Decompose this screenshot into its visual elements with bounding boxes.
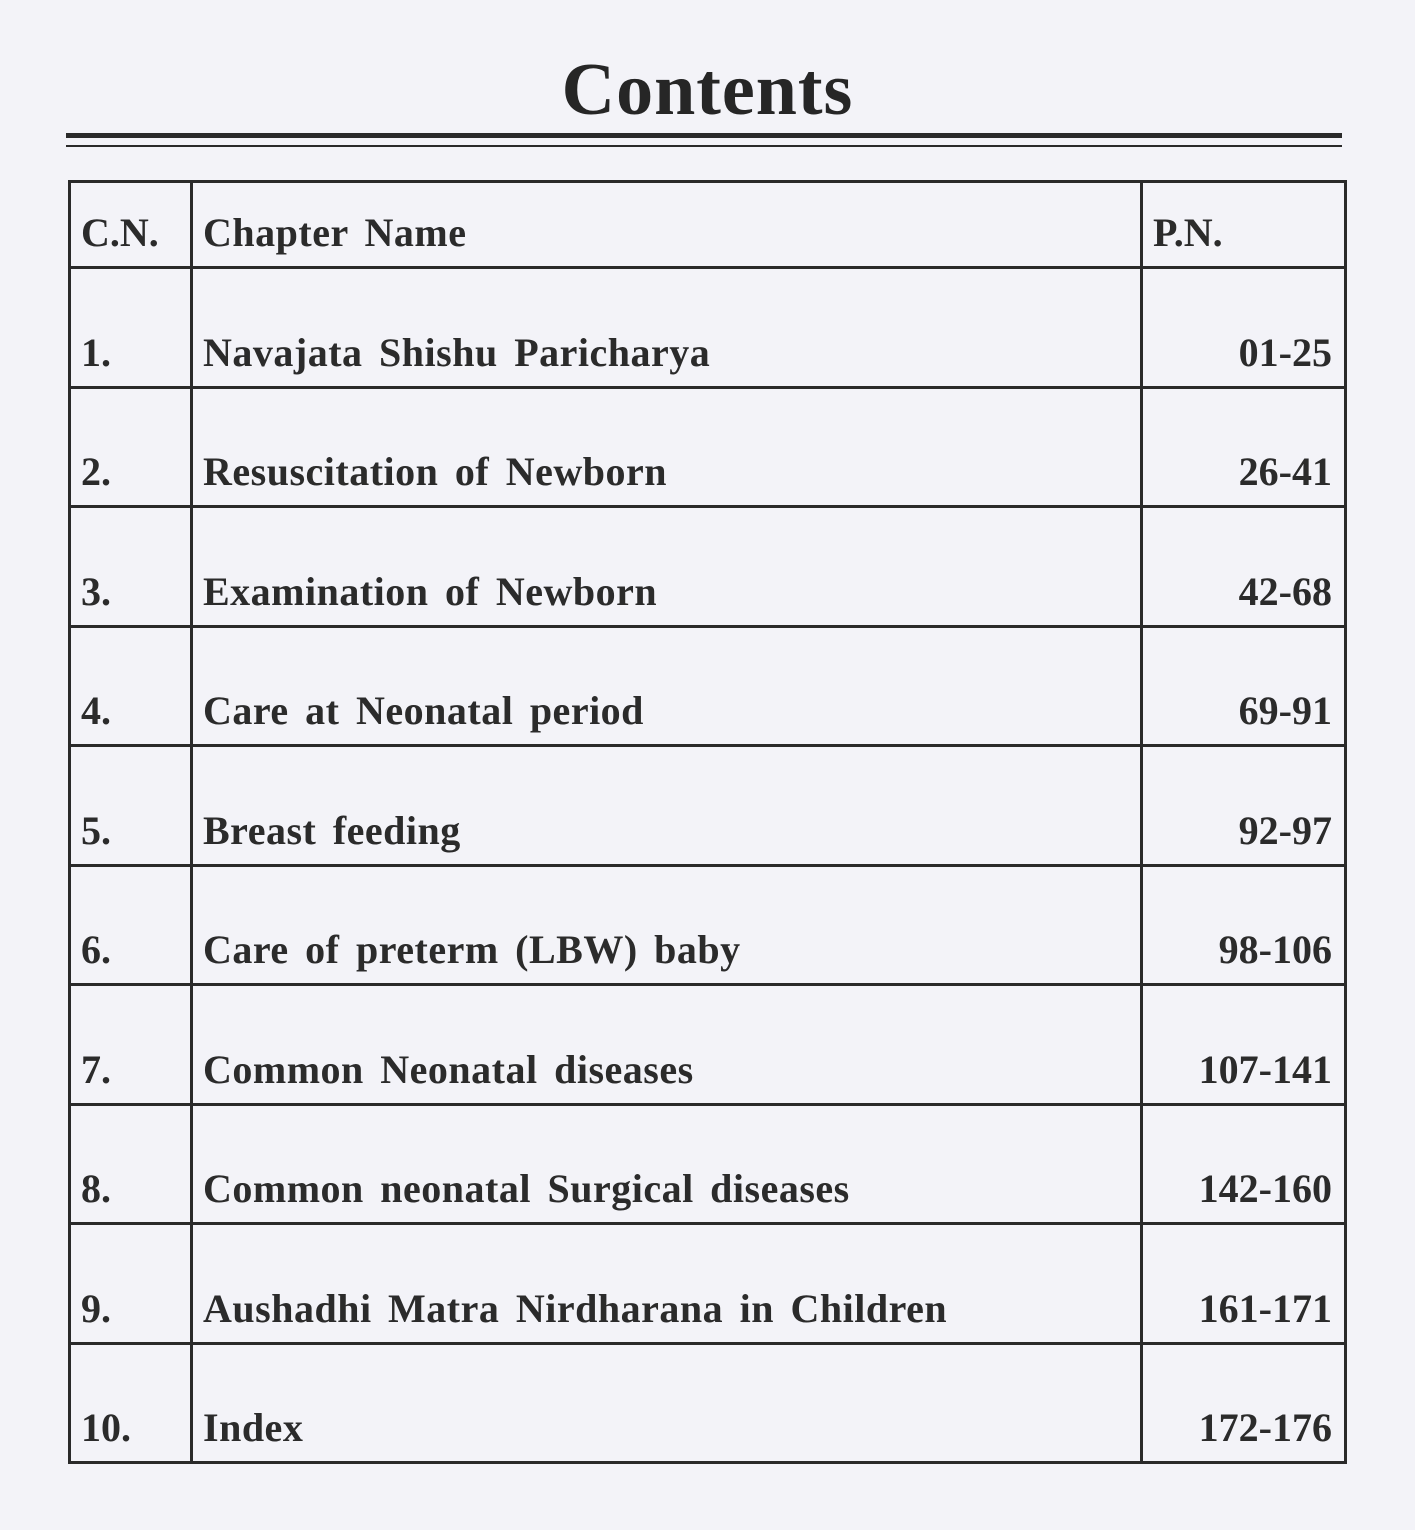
page-range: 142-160 bbox=[1142, 1104, 1346, 1224]
page-range: 98-106 bbox=[1142, 865, 1346, 985]
page-range: 26-41 bbox=[1142, 387, 1346, 507]
table-row bbox=[70, 268, 1346, 388]
table-row bbox=[70, 865, 1346, 985]
table-row bbox=[70, 746, 1346, 866]
table-header-row bbox=[70, 182, 1346, 268]
contents-table bbox=[68, 180, 1347, 1464]
chapter-name: Index bbox=[192, 1343, 1142, 1463]
header-chapter-name: Chapter Name bbox=[192, 182, 1142, 268]
header-chapter-number: C.N. bbox=[70, 182, 192, 268]
table-row bbox=[70, 387, 1346, 507]
chapter-number: 7. bbox=[70, 985, 192, 1105]
page-range: 92-97 bbox=[1142, 746, 1346, 866]
chapter-number: 4. bbox=[70, 626, 192, 746]
chapter-number: 8. bbox=[70, 1104, 192, 1224]
chapter-name: Examination of Newborn bbox=[192, 507, 1142, 627]
chapter-name: Care of preterm (LBW) baby bbox=[192, 865, 1142, 985]
page-range: 107-141 bbox=[1142, 985, 1346, 1105]
chapter-name: Aushadhi Matra Nirdharana in Children bbox=[192, 1224, 1142, 1344]
page-range: 42-68 bbox=[1142, 507, 1346, 627]
chapter-name: Care at Neonatal period bbox=[192, 626, 1142, 746]
chapter-number: 9. bbox=[70, 1224, 192, 1344]
chapter-number: 6. bbox=[70, 865, 192, 985]
page-range: 161-171 bbox=[1142, 1224, 1346, 1344]
chapter-name: Common Neonatal diseases bbox=[192, 985, 1142, 1105]
table-row bbox=[70, 507, 1346, 627]
page-title: Contents bbox=[561, 49, 854, 131]
table-row bbox=[70, 1343, 1346, 1463]
chapter-number: 5. bbox=[70, 746, 192, 866]
page-range: 01-25 bbox=[1142, 268, 1346, 388]
chapter-name: Common neonatal Surgical diseases bbox=[192, 1104, 1142, 1224]
table-row bbox=[70, 1104, 1346, 1224]
chapter-name: Navajata Shishu Paricharya bbox=[192, 268, 1142, 388]
chapter-number: 3. bbox=[70, 507, 192, 627]
page-range: 69-91 bbox=[1142, 626, 1346, 746]
page-range: 172-176 bbox=[1142, 1343, 1346, 1463]
title-rule-thin bbox=[66, 145, 1342, 147]
chapter-number: 10. bbox=[70, 1343, 192, 1463]
chapter-number: 2. bbox=[70, 387, 192, 507]
chapter-name: Breast feeding bbox=[192, 746, 1142, 866]
table-row bbox=[70, 985, 1346, 1105]
table-row bbox=[70, 626, 1346, 746]
table-row bbox=[70, 1224, 1346, 1344]
chapter-name: Resuscitation of Newborn bbox=[192, 387, 1142, 507]
chapter-number: 1. bbox=[70, 268, 192, 388]
title-rule-thick bbox=[66, 133, 1342, 138]
header-page-number: P.N. bbox=[1142, 182, 1346, 268]
